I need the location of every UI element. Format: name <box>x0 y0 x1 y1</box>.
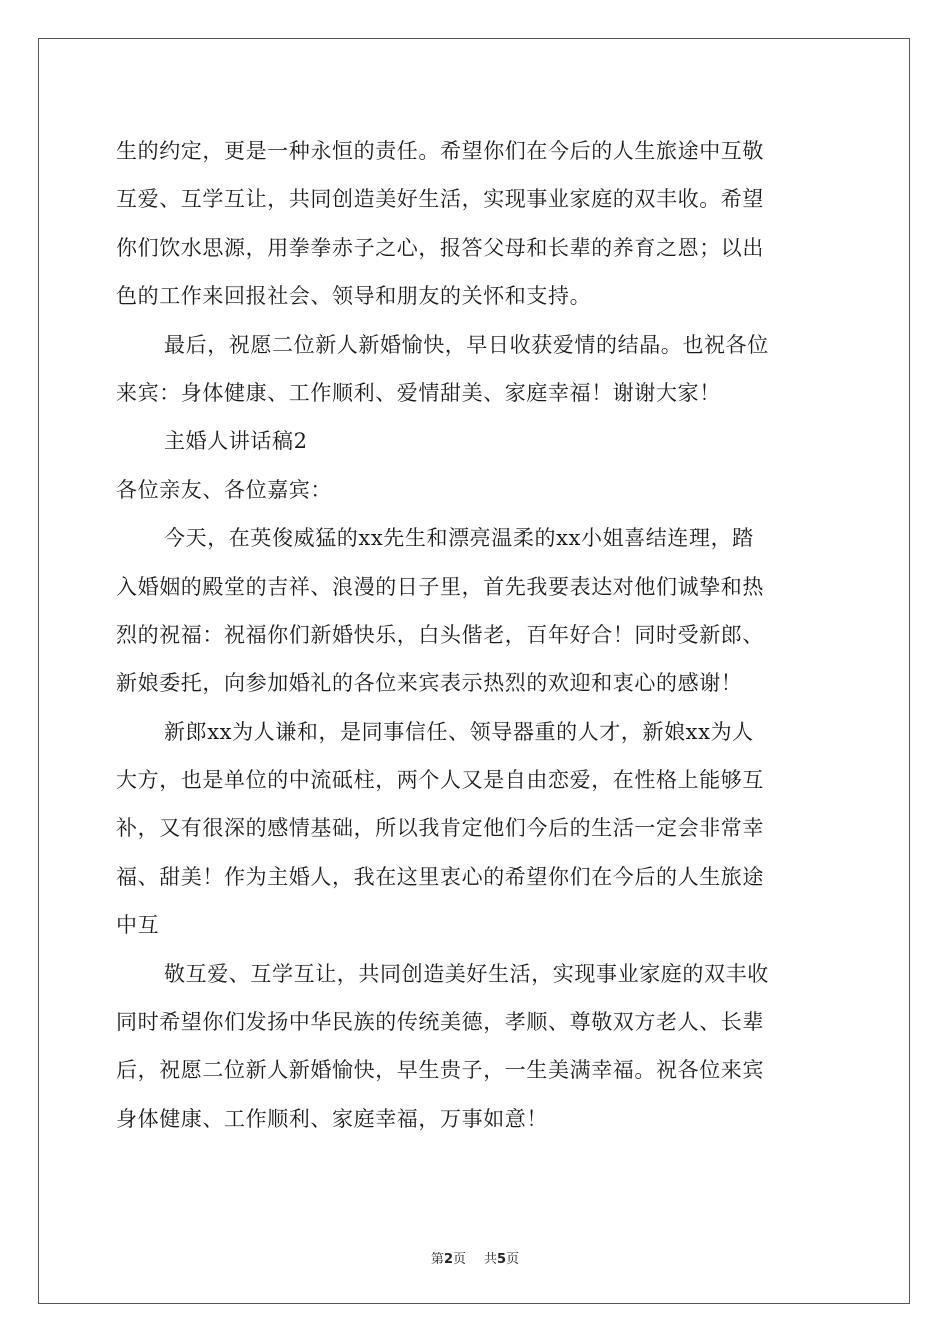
text-line: 生的约定，更是一种永恒的责任。希望你们在今后的人生旅途中互敬 <box>116 139 764 163</box>
page-suffix: 页 <box>452 1252 466 1267</box>
text-line: 最后，祝愿二位新人新婚愉快，早日收获爱情的结晶。也祝各位 <box>164 332 769 357</box>
text-line: 色的工作来回报社会、领导和朋友的关怀和支持。 <box>116 284 592 309</box>
total-pages: 5 <box>497 1252 507 1267</box>
text-line: 互爱、互学互让，共同创造美好生活，实现事业家庭的双丰收。希望 <box>116 187 764 212</box>
text-line: 新郎xx为人谦和，是同事信任、领导器重的人才，新娘xx为人 <box>164 719 754 744</box>
text-line: 今天，在英俊威猛的xx先生和漂亮温柔的xx小姐喜结连理，踏 <box>164 526 754 551</box>
text-line: 补，又有很深的感情基础，所以我肯定他们今后的生活一定会非常幸 <box>116 816 764 841</box>
total-prefix: 共 <box>484 1252 498 1267</box>
document-body <box>116 127 832 1143</box>
text-line: 烈的祝福：祝福你们新婚快乐，白头偕老，百年好合！同时受新郎、 <box>116 622 764 647</box>
page-number: 2 <box>443 1252 453 1267</box>
text-line: 你们饮水思源，用拳拳赤子之心，报答父母和长辈的养育之恩；以出 <box>116 235 764 260</box>
section-heading: 主婚人讲话稿2 <box>164 429 308 454</box>
text-line: 后，祝愿二位新人新婚愉快，早生贵子，一生美满幸福。祝各位来宾 <box>116 1058 764 1083</box>
text-line: 中互 <box>116 913 160 938</box>
page-prefix: 第 <box>430 1252 444 1267</box>
paragraph <box>116 127 832 1143</box>
total-suffix: 页 <box>506 1252 520 1267</box>
text-line: 大方，也是单位的中流砥柱，两个人又是自由恋爱，在性格上能够互 <box>116 768 764 793</box>
text-line: 入婚姻的殿堂的吉祥、浪漫的日子里，首先我要表达对他们诚挚和热 <box>116 574 764 599</box>
page-footer <box>0 1248 950 1267</box>
text-line: 敬互爱、互学互让，共同创造美好生活，实现事业家庭的双丰收 <box>164 961 769 986</box>
text-line: 新娘委托，向参加婚礼的各位来宾表示热烈的欢迎和衷心的感谢！ <box>116 671 743 696</box>
text-line: 同时希望你们发扬中华民族的传统美德，孝顺、尊敬双方老人、长辈 <box>116 1010 764 1035</box>
text-line: 身体健康、工作顺利、家庭幸福，万事如意！ <box>116 1106 548 1131</box>
salutation: 各位亲友、各位嘉宾： <box>116 477 332 502</box>
text-line: 福、甜美！作为主婚人，我在这里衷心的希望你们在今后的人生旅途 <box>116 864 764 889</box>
text-line: 来宾：身体健康、工作顺利、爱情甜美、家庭幸福！谢谢大家！ <box>116 380 721 405</box>
